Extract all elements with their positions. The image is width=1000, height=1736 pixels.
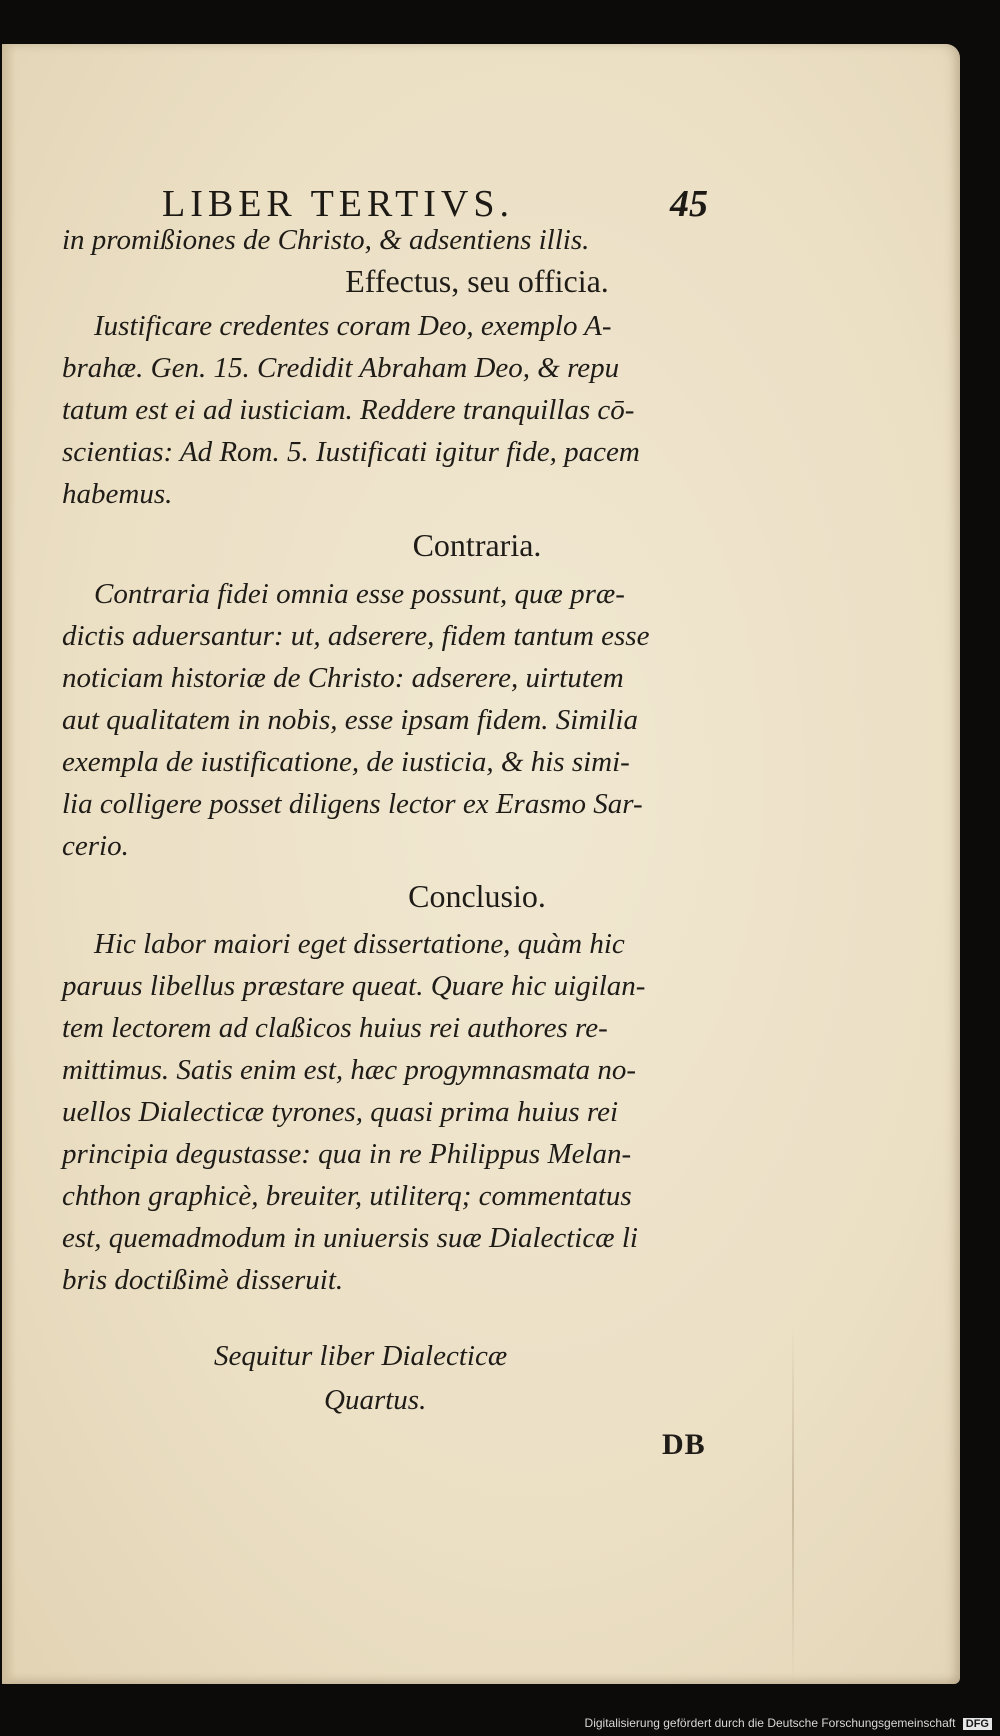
closing-line: Quartus. <box>324 1384 427 1416</box>
page-number: 45 <box>670 183 708 225</box>
text-line: in promißiones de Christo, & adsentiens illis. <box>62 224 590 256</box>
text-line: est, quemadmodum in uniuersis suæ Dialecticæ li <box>62 1222 638 1254</box>
text-line: uellos Dialecticæ tyrones, quasi prima huius rei <box>62 1096 619 1128</box>
text-line: tatum est ei ad iusticiam. Reddere tranquillas cō- <box>62 394 635 426</box>
text-line: tem lectorem ad claßicos huius rei authores re- <box>62 1012 608 1044</box>
section-heading-effectus: Effectus, seu officia. <box>345 263 609 299</box>
section-heading-conclusio: Conclusio. <box>408 878 546 914</box>
text-line: Contraria fidei omnia esse possunt, quæ præ- <box>94 578 625 610</box>
text-line: Iustificare credentes coram Deo, exemplo A- <box>94 310 612 342</box>
text-line: habemus. <box>62 478 173 510</box>
running-head: LIBER TERTIVS. <box>162 183 515 225</box>
text-line: chthon graphicè, breuiter, utiliterq; commentatus <box>62 1180 632 1212</box>
section-heading-contraria: Contraria. <box>412 527 542 563</box>
text-line: noticiam historiæ de Christo: adserere, uirtutem <box>62 662 624 694</box>
text-line: aut qualitatem in nobis, esse ipsam fidem. Similia <box>62 704 638 736</box>
text-line: paruus libellus præstare queat. Quare hic uigilan- <box>62 970 646 1002</box>
page-crease <box>792 1324 794 1684</box>
text-line: Hic labor maiori eget dissertatione, quàm hic <box>94 928 625 960</box>
text-line: principia degustasse: qua in re Philippus Melan- <box>62 1138 632 1170</box>
text-line: brahæ. Gen. 15. Credidit Abraham Deo, & repu <box>62 352 620 384</box>
text-line: dictis aduersantur: ut, adserere, fidem tantum esse <box>62 620 650 652</box>
text-line: lia colligere posset diligens lector ex Erasmo Sar- <box>62 788 643 820</box>
text-line: mittimus. Satis enim est, hæc progymnasmata no- <box>62 1054 637 1086</box>
signature-mark: DB <box>662 1428 706 1461</box>
closing-line: Sequitur liber Dialecticæ <box>214 1340 508 1372</box>
book-page <box>2 44 960 1684</box>
page-gutter-shadow <box>2 44 16 1684</box>
dfg-logo: DFG <box>963 1718 992 1730</box>
text-line: cerio. <box>62 830 129 862</box>
text-line: bris doctißimè disseruit. <box>62 1264 344 1296</box>
digitization-credit <box>585 1716 992 1730</box>
credit-text: Digitalisierung gefördert durch die Deutsche Forschungsgemeinschaft <box>584 1716 956 1730</box>
text-line: scientias: Ad Rom. 5. Iustificati igitur fide, pacem <box>62 436 640 468</box>
text-line: exempla de iustificatione, de iusticia, & his simi- <box>62 746 630 778</box>
